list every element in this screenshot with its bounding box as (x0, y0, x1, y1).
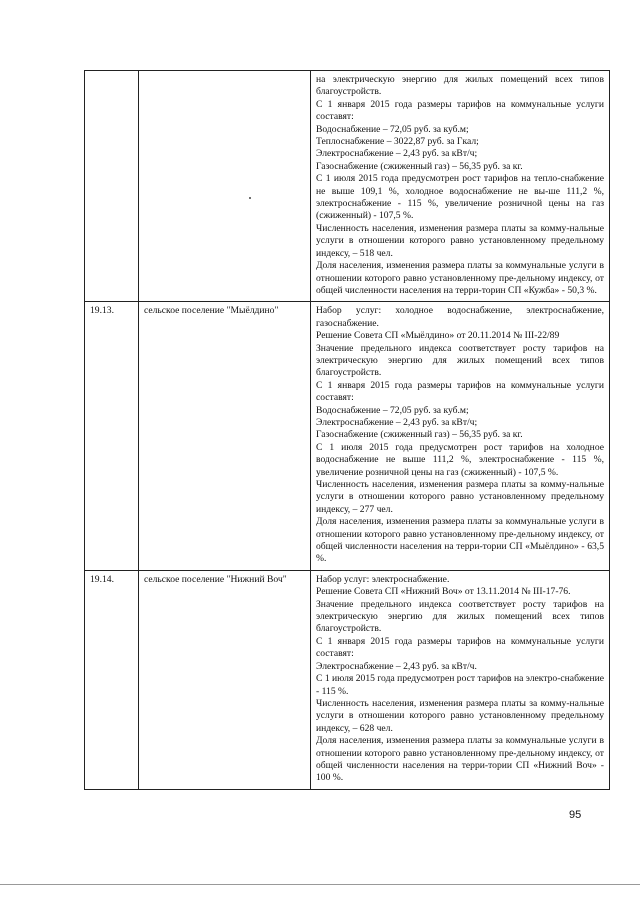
description-line: Набор услуг: холодное водоснабжение, электроснабжение, газоснабжение. (316, 305, 604, 329)
description-line: Доля населения, изменения размера платы за коммунальные услуги в отношении которого равно установленному пре-дельному индексу, от общей численности населения на терри-тории СП «Мыёлдино» - 63,5 %. (316, 516, 604, 565)
page-number: 95 (569, 809, 582, 821)
description-cell (311, 71, 610, 302)
table-row (85, 302, 610, 571)
description-line: Газоснабжение (сжиженный газ) – 56,35 руб. за кг. (316, 429, 523, 441)
description-line: Решение Совета СП «Нижний Воч» от 13.11.2014 № III-17-76. (316, 586, 571, 598)
description-line: Водоснабжение – 72,05 руб. за куб.м; (316, 123, 469, 135)
description-line: Решение Совета СП «Мыёлдино» от 20.11.2014 № III-22/89 (316, 330, 560, 342)
description-line: Электроснабжение – 2,43 руб. за кВт/ч; (316, 148, 478, 160)
row-number-cell (85, 71, 139, 302)
description-cell (311, 302, 610, 571)
description-line: Электроснабжение – 2,43 руб. за кВт/ч. (316, 660, 477, 672)
description-line: С 1 июля 2015 года предусмотрен рост тарифов на холодное водоснабжение не выше 111,2 %, электроснабжение - 115 %, увеличение розничной цены на газ (сжиженный) - 107,5 %. (316, 441, 604, 478)
description-line: Теплоснабжение – 3022,87 руб. за Гкал; (316, 136, 479, 148)
description-line: Численность населения, изменения размера платы за комму-нальные услуги в отношении которого равно установленному предельному индексу, – 518 чел. (316, 222, 604, 259)
description-line: на электрическую энергию для жилых помещений всех типов благоустройств. (316, 74, 604, 98)
row-number-cell: 19.13. (85, 302, 139, 571)
description-line: С 1 января 2015 года размеры тарифов на коммунальные услуги составят: (316, 635, 604, 660)
description-line: С 1 июля 2015 года предусмотрен рост тарифов на тепло-снабжение не выше 109,1 %, холодное водоснабжение не вы-ше 111,2 %, электроснабжение - 115 %, увеличение розничной цены на газ (сжиженный) - 107,5 %. (316, 173, 604, 222)
description-line: Значение предельного индекса соответствует росту тарифов на электрическую энергию для жилых помещений всех типов благоустройств. (316, 342, 604, 379)
description-line: Электроснабжение – 2,43 руб. за кВт/ч; (316, 416, 478, 428)
table-row (85, 71, 610, 302)
description-line: Доля населения, изменения размера платы за коммунальные услуги в отношении которого равно установленному пре-дельному индексу, от общей численности населения на терри-тории СП «Нижний Воч» - 100 %. (316, 735, 604, 784)
description-cell (311, 570, 610, 789)
scan-speck (249, 197, 251, 199)
description-line: Газоснабжение (сжиженный газ) – 56,35 руб. за кг. (316, 160, 523, 172)
description-line: Водоснабжение – 72,05 руб. за куб.м; (316, 404, 469, 416)
description-line: Численность населения, изменения размера платы за комму-нальные услуги в отношении которого равно установленному предельному индексу, – 628 чел. (316, 697, 604, 734)
row-number-cell: 19.14. (85, 570, 139, 789)
description-line: Доля населения, изменения размера платы за коммунальные услуги в отношении которого равно установленному пре-дельному индексу, от общей численности населения на терри-торин СП «Кужба» - 50,3 %. (316, 260, 604, 296)
description-line: Численность населения, изменения размера платы за комму-нальные услуги в отношении которого равно установленному предельному индексу, – 277 чел. (316, 479, 604, 515)
description-line: С 1 января 2015 года размеры тарифов на коммунальные услуги составят: (316, 98, 604, 123)
description-line: Набор услуг: электроснабжение. (316, 573, 450, 585)
scan-edge-line (0, 884, 640, 885)
description-line: С 1 января 2015 года размеры тарифов на коммунальные услуги составят: (316, 379, 604, 404)
description-line: Значение предельного индекса соответствует росту тарифов на электрическую энергию для жилых помещений всех типов благоустройств. (316, 598, 604, 635)
settlement-name-cell: сельское поселение "Нижний Воч" (139, 570, 311, 789)
settlement-name-cell: сельское поселение "Мыёлдино" (139, 302, 311, 571)
description-line: С 1 июля 2015 года предусмотрен рост тарифов на электро-снабжение - 115 %. (316, 673, 604, 697)
settlement-name-cell (139, 71, 311, 302)
table-row (85, 570, 610, 789)
tariff-table (84, 70, 610, 790)
